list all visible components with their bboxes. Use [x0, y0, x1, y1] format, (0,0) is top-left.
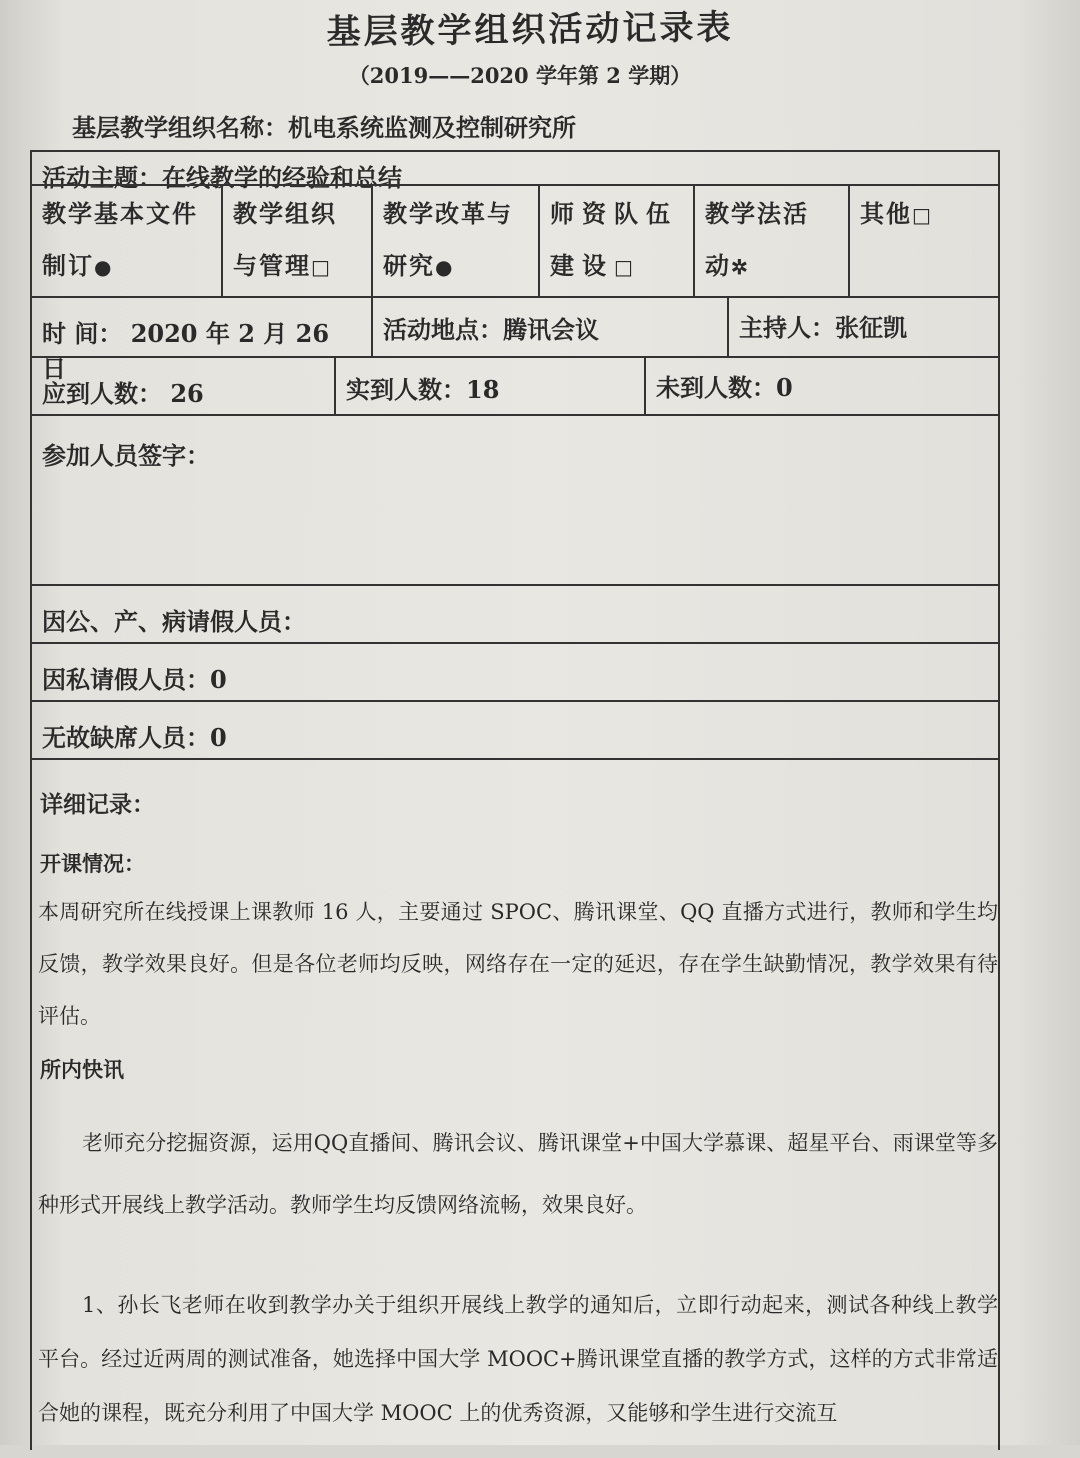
actual-count: 实到人数：18 — [334, 358, 644, 414]
category-teaching-method: 教学法活 动✲ — [693, 186, 848, 296]
absent-without-leave: 无故缺席人员：0 — [42, 723, 227, 752]
empty-checkbox-icon: □ — [311, 255, 332, 279]
category-reform-research: 教学改革与 研究● — [371, 186, 538, 296]
info-row — [32, 296, 998, 383]
attendance-row — [32, 356, 998, 414]
activity-host: 主持人：张征凯 — [727, 298, 998, 356]
record-form-table — [30, 150, 1000, 1450]
category-other: 其他□ — [848, 186, 998, 296]
absent-count: 未到人数：0 — [644, 358, 998, 414]
details-section — [32, 758, 998, 1458]
section2-text: 老师充分挖掘资源，运用QQ直播间、腾讯会议、腾讯课堂+中国大学慕课、超星平台、雨课堂等多种形式开展线上教学活动。教师学生均反馈网络流畅，效果良好。 — [38, 1131, 998, 1217]
signature-label: 参加人员签字： — [42, 441, 210, 470]
category-organization-management: 教学组织 与管理□ — [221, 186, 371, 296]
section3-text: 1、孙长飞老师在收到教学办关于组织开展线上教学的通知后，立即行动起来，测试各种线上教学平台。经过近两周的测试准备，她选择中国大学 MOOC+腾讯课堂直播的教学方式，这样的方式非常适合她的课程，既充分利用了中国大学 MOOC 上的优秀资源，又能够和学生进行交流互 — [38, 1293, 998, 1425]
signature-row — [32, 414, 998, 584]
leave-private-row — [32, 642, 998, 700]
leave-private: 因私请假人员：0 — [42, 665, 227, 694]
activity-location: 活动地点：腾讯会议 — [371, 298, 727, 356]
absent-without-leave-row — [32, 700, 998, 758]
section1-title: 开课情况： — [40, 851, 145, 876]
details-label: 详细记录： — [40, 791, 155, 818]
star-mark-icon: ✲ — [731, 255, 750, 279]
section1-text: 本周研究所在线授课上课教师 16 人，主要通过 SPOC、腾讯课堂、QQ 直播方式进行，教师和学生均反馈，教学效果良好。但是各位老师均反映，网络存在一定的延迟，存在学生缺勤情况，教学效果有待评估。 — [38, 900, 998, 1028]
org-name-line: 基层教学组织名称：机电系统监测及控制研究所 — [72, 113, 576, 142]
filled-circle-mark-icon: ● — [435, 255, 455, 279]
section2-title: 所内快讯 — [40, 1057, 124, 1082]
empty-checkbox-icon: □ — [912, 203, 933, 227]
leave-official-row — [32, 584, 998, 642]
activity-theme: 活动主题：在线教学的经验和总结 — [42, 163, 402, 192]
theme-row — [32, 150, 998, 192]
document-subtitle: （2019——2020 学年第 2 学期） — [348, 63, 692, 88]
document-title: 基层教学组织活动记录表 — [326, 7, 734, 53]
category-basic-documents: 教学基本文件 制订● — [42, 199, 198, 280]
filled-circle-mark-icon: ● — [94, 255, 114, 279]
category-faculty-building: 师资队伍 建设□ — [538, 186, 693, 296]
expected-count: 应到人数： 26 — [42, 379, 204, 408]
empty-checkbox-icon: □ — [614, 255, 641, 279]
category-row — [32, 184, 998, 296]
activity-time: 时 间： 2020 年 2 月 26 日 — [42, 319, 330, 383]
leave-official: 因公、产、病请假人员： — [42, 607, 306, 636]
